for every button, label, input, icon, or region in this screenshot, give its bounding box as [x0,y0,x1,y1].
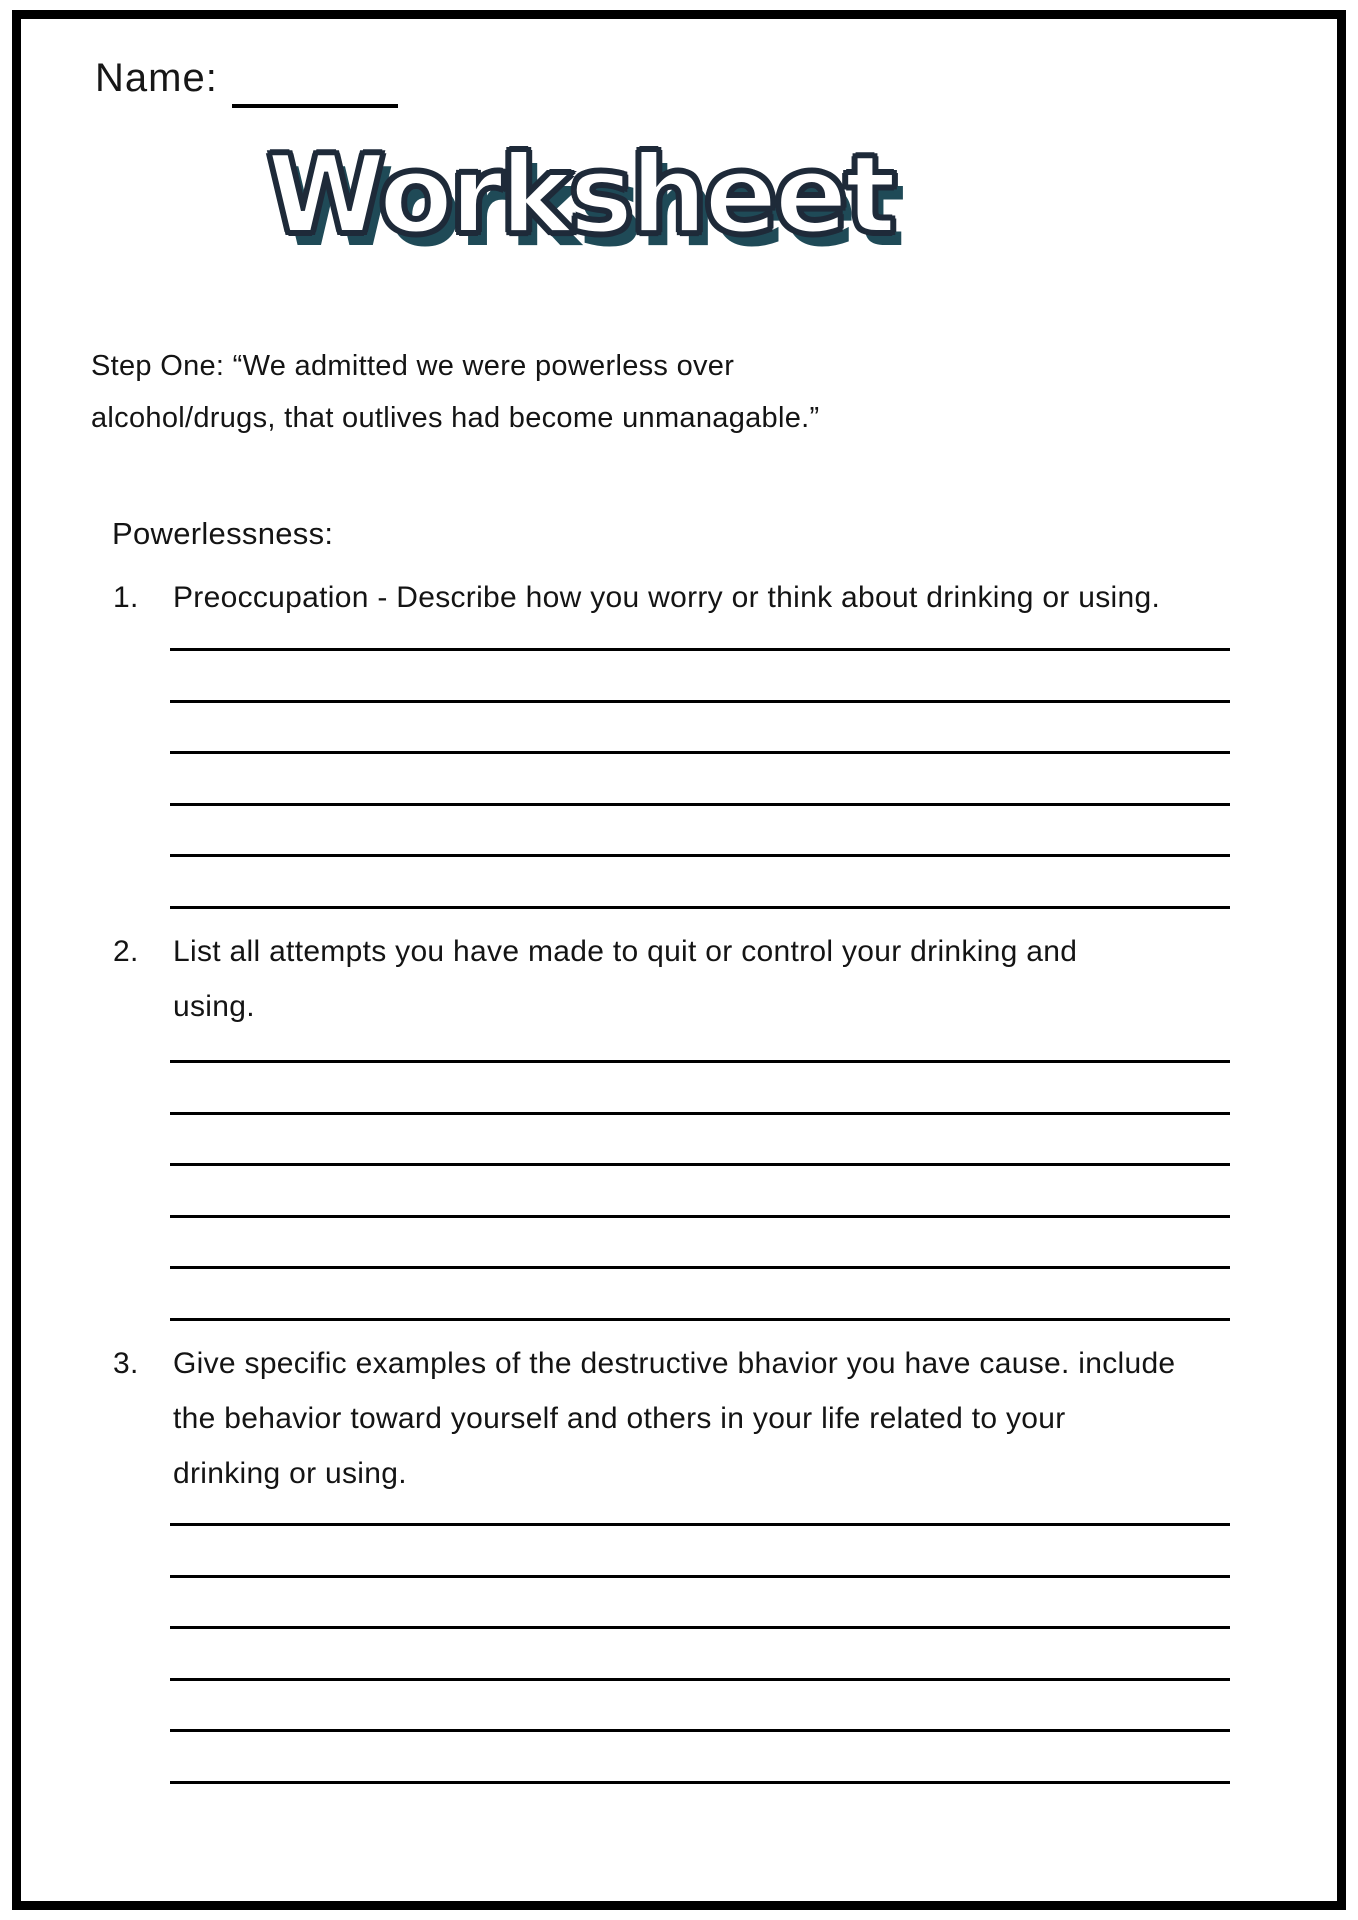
text-line: the behavior toward yourself and others in your life related to your [173,1402,1066,1435]
name-blank-line [232,104,398,108]
answer-line [170,1318,1230,1321]
answer-line [170,1215,1230,1218]
question-3 [113,1336,1175,1501]
answer-line [170,803,1230,806]
answer-line [170,906,1230,909]
answer-line [170,1575,1230,1578]
step-one-quote [91,340,819,444]
question-1 [113,570,1160,625]
text-line: alcohol/drugs, that outlives had become unmanagable.” [91,402,820,434]
answer-line [170,1060,1230,1063]
page-title: Worksheet [266,133,894,258]
question-1-answer-lines [170,648,1230,957]
answer-line [170,1626,1230,1629]
question-2-number: 2. [113,935,139,968]
answer-line [170,1523,1230,1526]
answer-line [170,700,1230,703]
answer-line [170,1781,1230,1784]
question-2-answer-lines [170,1060,1230,1369]
answer-line [170,648,1230,651]
text-line: List all attempts you have made to quit or control your drinking and [173,935,1078,968]
text-line: drinking or using. [173,1457,407,1490]
powerlessness-heading: Powerlessness: [112,516,334,551]
text-line: Preoccupation - Describe how you worry or think about drinking or using. [173,581,1161,614]
answer-line [170,751,1230,754]
question-3-answer-lines [170,1523,1230,1832]
answer-line [170,1729,1230,1732]
text-line: Give specific examples of the destructive bhavior you have cause. include [173,1347,1176,1380]
question-1-text [173,570,1160,625]
question-1-number: 1. [113,581,139,614]
text-line: using. [173,990,255,1023]
answer-line [170,1678,1230,1681]
answer-line [170,854,1230,857]
question-2-text [173,924,1077,1034]
question-2 [113,924,1077,1034]
answer-line [170,1163,1230,1166]
question-3-text [173,1336,1175,1501]
answer-line [170,1112,1230,1115]
question-3-number: 3. [113,1347,139,1380]
text-line: Step One: “We admitted we were powerless over [91,350,735,382]
name-label: Name: [95,56,218,100]
answer-line [170,1266,1230,1269]
